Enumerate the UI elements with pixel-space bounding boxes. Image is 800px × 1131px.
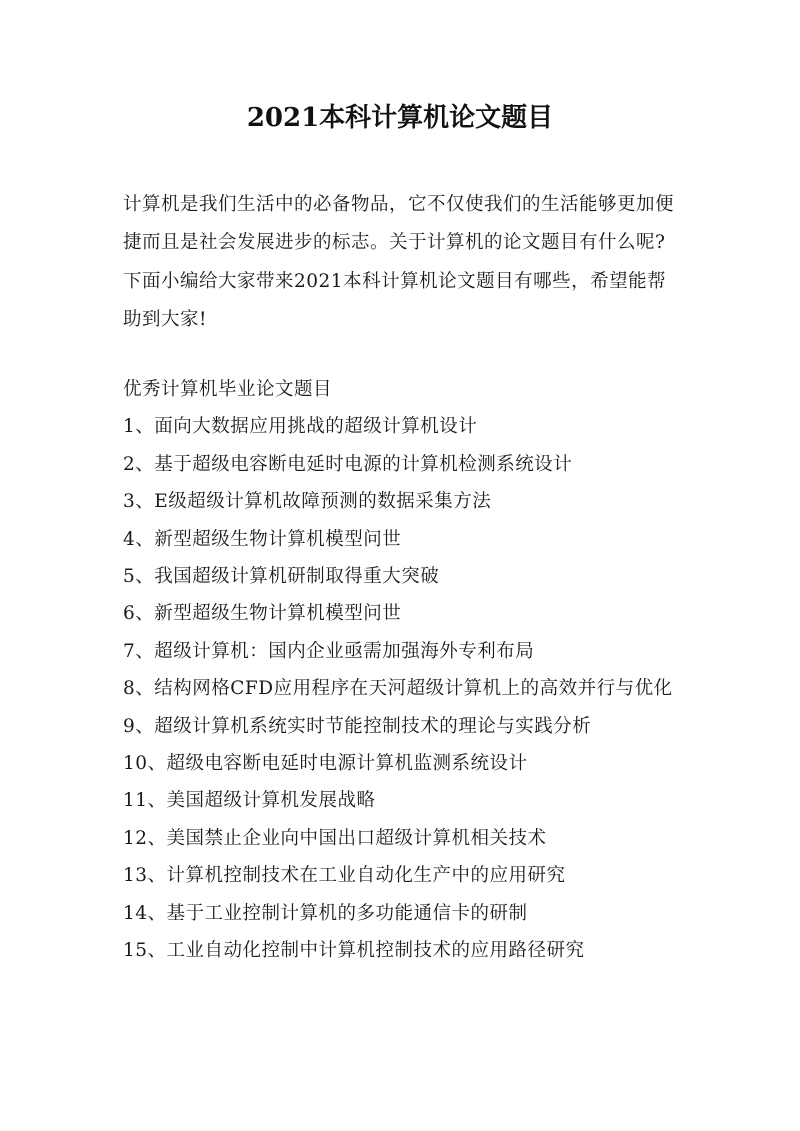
- topic-item: 10、超级电容断电延时电源计算机监测系统设计: [123, 753, 528, 775]
- topic-item: 15、工业自动化控制中计算机控制技术的应用路径研究: [123, 940, 585, 962]
- topic-item: 7、超级计算机：国内企业亟需加强海外专利布局: [123, 640, 535, 662]
- topic-list: [123, 408, 683, 969]
- topic-item: 8、结构网格CFD应用程序在天河超级计算机上的高效并行与优化: [123, 678, 673, 700]
- topic-item: 11、美国超级计算机发展战略: [123, 790, 376, 812]
- topics-section: [123, 371, 683, 970]
- topic-item: 9、超级计算机系统实时节能控制技术的理论与实践分析: [123, 715, 592, 737]
- topic-item: 4、新型超级生物计算机模型问世: [123, 528, 402, 550]
- topic-item: 1、面向大数据应用挑战的超级计算机设计: [123, 416, 478, 438]
- topic-item: 2、基于超级电容断电延时电源的计算机检测系统设计: [123, 453, 573, 475]
- topic-item: 3、E级超级计算机故障预测的数据采集方法: [123, 491, 492, 513]
- topic-item: 12、美国禁止企业向中国出口超级计算机相关技术: [123, 827, 547, 849]
- document-title: 2021本科计算机论文题目: [246, 103, 554, 133]
- topic-item: 5、我国超级计算机研制取得重大突破: [123, 566, 440, 588]
- topic-item: 6、新型超级生物计算机模型问世: [123, 603, 402, 625]
- topic-item: 14、基于工业控制计算机的多功能通信卡的研制: [123, 902, 528, 924]
- intro-paragraph: 计算机是我们生活中的必备物品，它不仅使我们的生活能够更加便捷而且是社会发展进步的标志。关于计算机的论文题目有什么呢?下面小编给大家带来2021本科计算机论文题目有哪些，希望能帮助到大家!: [123, 194, 675, 330]
- section-heading: 优秀计算机毕业论文题目: [123, 379, 333, 400]
- topic-item: 13、计算机控制技术在工业自动化生产中的应用研究: [123, 865, 566, 887]
